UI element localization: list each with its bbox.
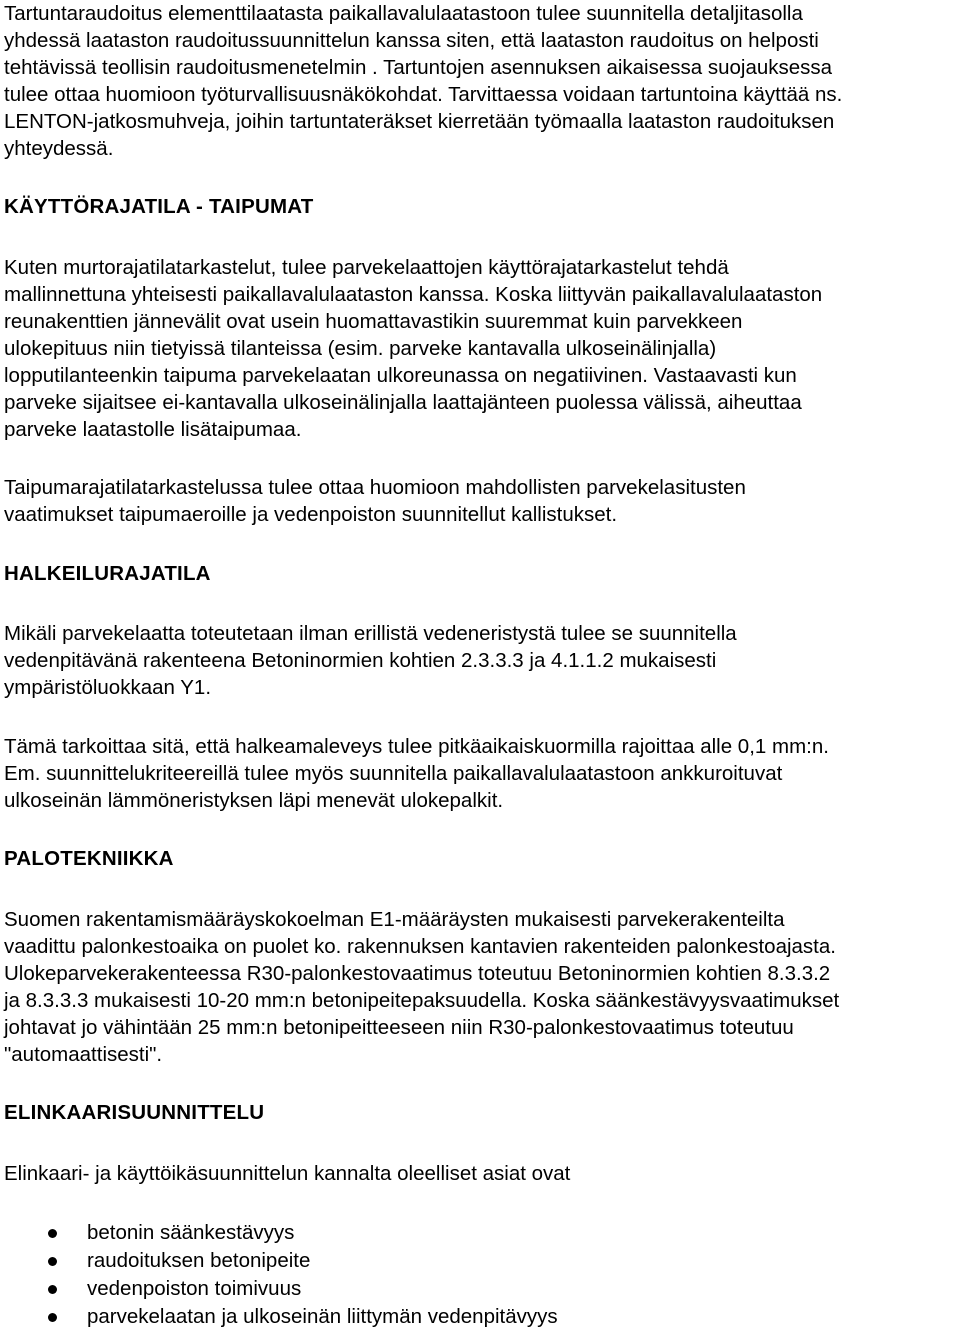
text-line: parveke sijaitsee ei-kantavalla ulkoseinälinjalla laattajänteen puolessa välissä, aiheuttaa — [4, 391, 802, 414]
section-heading-kayttorajatila: KÄYTTÖRAJATILA - TAIPUMAT — [4, 195, 314, 218]
text-line: ja 8.3.3.3 mukaisesti 10-20 mm:n betonipeitepaksuudella. Koska säänkestävyysvaatimukset — [4, 989, 840, 1012]
text-line: mallinnettuna yhteisesti paikallavalulaataston kanssa. Koska liittyvän paikallavalulaataston — [4, 283, 823, 306]
kayttorajatila-paragraph-2 — [4, 474, 956, 528]
section-heading-halkeilurajatila: HALKEILURAJATILA — [4, 562, 211, 585]
section-heading-elinkaarisuunnittelu: ELINKAARISUUNNITTELU — [4, 1101, 265, 1124]
text-line: vaadittu palonkestoaika on puolet ko. rakennuksen kantavien rakenteiden palonkestoajasta. — [4, 935, 836, 958]
text-line: Tämä tarkoittaa sitä, että halkeamaleveys tulee pitkäaikaiskuormilla rajoittaa alle 0,1 mm:n. — [4, 735, 829, 758]
list-item — [4, 1247, 956, 1275]
text-line: reunakenttien jännevälit ovat usein huomattavastikin suuremmat kuin parvekkeen — [4, 310, 743, 333]
text-line: lopputilanteenkin taipuma parvekelaatan ulkoreunassa on negatiivinen. Vastaavasti kun — [4, 364, 797, 387]
bullet-icon — [48, 1285, 57, 1294]
list-item-text: parvekelaatan ja ulkoseinän liittymän vedenpitävyys — [87, 1305, 558, 1328]
bullet-icon — [48, 1257, 57, 1266]
list-item-text: betonin säänkestävyys — [87, 1221, 295, 1244]
elinkaarisuunnittelu-intro: Elinkaari- ja käyttöikäsuunnittelun kannalta oleelliset asiat ovat — [4, 1162, 571, 1185]
text-line: Kuten murtorajatilatarkastelut, tulee parvekelaattojen käyttörajatarkastelut tehdä — [4, 256, 729, 279]
intro-paragraph — [4, 0, 956, 162]
text-line: johtavat jo vähintään 25 mm:n betonipeitteeseen niin R30-palonkestovaatimus toteutuu — [4, 1016, 794, 1039]
text-line: yhteydessä. — [4, 137, 114, 160]
list-item — [4, 1303, 956, 1331]
text-line: Tartuntaraudoitus elementtilaatasta paikallavalulaatastoon tulee suunnitella detaljitasolla — [4, 2, 803, 25]
text-line: ulkoseinän lämmöneristyksen läpi menevät ulokepalkit. — [4, 789, 504, 812]
text-line: Mikäli parvekelaatta toteutetaan ilman erillistä vedeneristystä tulee se suunnitella — [4, 622, 737, 645]
text-line: yhdessä laataston raudoitussuunnittelun kanssa siten, että laataston raudoitus on helposti — [4, 29, 819, 52]
halkeilurajatila-paragraph-2 — [4, 733, 956, 814]
halkeilurajatila-paragraph-1 — [4, 620, 956, 701]
text-line: LENTON-jatkosmuhveja, joihin tartuntateräkset kierretään työmaalla laataston raudoituksen — [4, 110, 835, 133]
text-line: ulokepituus niin tietyissä tilanteissa (esim. parveke kantavalla ulkoseinälinjalla) — [4, 337, 717, 360]
text-line: ympäristöluokkaan Y1. — [4, 676, 212, 699]
list-item — [4, 1219, 956, 1247]
text-line: "automaattisesti". — [4, 1043, 163, 1066]
text-line: Em. suunnittelukriteereillä tulee myös suunnitella paikallavalulaatastoon ankkuroituvat — [4, 762, 783, 785]
text-line: vaatimukset taipumaeroille ja vedenpoiston suunnitellut kallistukset. — [4, 503, 618, 526]
section-heading-palotekniikka: PALOTEKNIIKKA — [4, 847, 174, 870]
list-item-text: vedenpoiston toimivuus — [87, 1277, 302, 1300]
bullet-icon — [48, 1229, 57, 1238]
text-line: tulee ottaa huomioon työturvallisuusnäkökohdat. Tarvittaessa voidaan tartuntoina käyttää ns. — [4, 83, 843, 106]
text-line: Taipumarajatilatarkastelussa tulee ottaa huomioon mahdollisten parvekelasitusten — [4, 476, 746, 499]
kayttorajatila-paragraph-1 — [4, 254, 956, 443]
bullet-list — [4, 1219, 956, 1331]
list-item — [4, 1275, 956, 1303]
bullet-icon — [48, 1313, 57, 1322]
text-line: tehtävissä teollisin raudoitusmenetelmin . Tartuntojen asennuksen aikaisessa suojauksessa — [4, 56, 833, 79]
text-line: Suomen rakentamismääräyskokoelman E1-määräysten mukaisesti parvekerakenteilta — [4, 908, 785, 931]
text-line: vedenpitävänä rakenteena Betoninormien kohtien 2.3.3.3 ja 4.1.1.2 mukaisesti — [4, 649, 717, 672]
text-line: parveke laatastolle lisätaipumaa. — [4, 418, 302, 441]
palotekniikka-paragraph — [4, 906, 956, 1068]
list-item-text: raudoituksen betonipeite — [87, 1249, 311, 1272]
text-line: Ulokeparvekerakenteessa R30-palonkestovaatimus toteutuu Betoninormien kohtien 8.3.3.2 — [4, 962, 831, 985]
